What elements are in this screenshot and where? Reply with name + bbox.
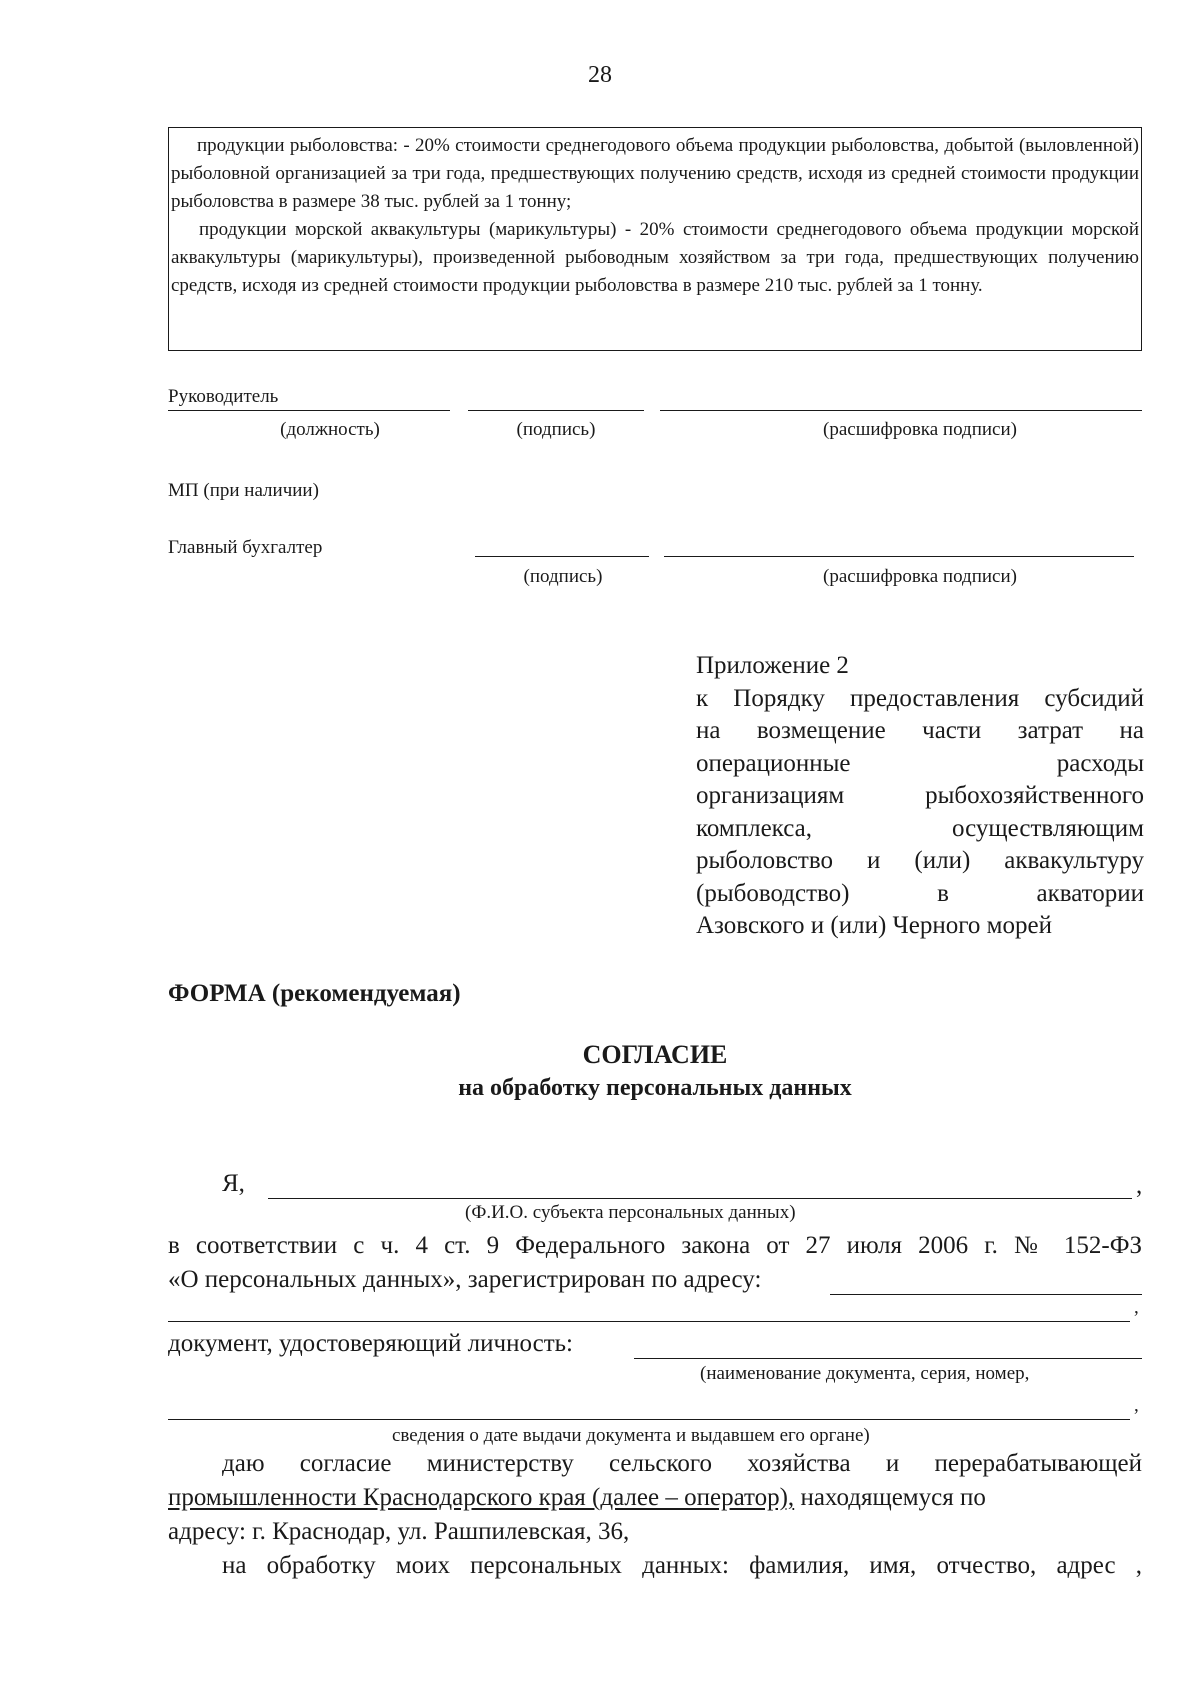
boxed-text-block <box>168 127 1142 351</box>
consent-line-2 <box>168 1484 1142 1512</box>
accountant-decoding-line[interactable] <box>664 556 1134 557</box>
position-line[interactable] <box>168 410 450 411</box>
document-line: документ, удостоверяющий личность: <box>168 1330 573 1357</box>
accountant-signature-line[interactable] <box>475 556 649 557</box>
boxed-paragraph-aquaculture: продукции морской аквакультуры (марикультуры) - 20% стоимости среднегодового объема продукции морской аквакультуры (марикультуры), произведенной рыбоводным хозяйством за три года, предшествующих получению средств, исходя из средней стоимости продукции рыболовства в размере 210 тыс. рублей за 1 тонну. <box>171 219 1139 296</box>
annex-line-last: Азовского и (или) Черного морей <box>696 912 1052 939</box>
issue-caption: сведения о дате выдачи документа и выдавшем его органе) <box>392 1425 870 1446</box>
annex-line: к Порядку предоставления субсидий <box>696 684 1144 712</box>
fio-caption: (Ф.И.О. субъекта персональных данных) <box>465 1202 796 1223</box>
law-line: в соответствии с ч. 4 ст. 9 Федерального закона от 27 июля 2006 г. № 152-ФЗ <box>168 1232 1142 1259</box>
head-signature-line[interactable] <box>468 410 644 411</box>
boxed-paragraph-fishing: продукции рыболовства: - 20% стоимости среднегодового объема продукции рыболовства, добытой (выловленной) рыболовной организацией за три года, предшествующих получению средств, исходя из средней стоимости продукции рыболовства в размере 38 тыс. рублей за 1 тонну; <box>171 135 1139 212</box>
position-caption: (должность) <box>280 419 380 440</box>
accountant-label: Главный бухгалтер <box>168 537 323 558</box>
annex-line: рыболовство и (или) аквакультуру <box>696 847 1144 874</box>
annex-line: комплекса, осуществляющим <box>696 814 1144 842</box>
head-label: Руководитель <box>168 386 279 407</box>
consent-line-2-tail: находящемуся по <box>794 1484 986 1511</box>
annex-line: операционные расходы <box>696 749 1144 777</box>
annex-line: (рыбоводство) в акватории <box>696 879 1144 907</box>
operator-name: промышленности Краснодарского края (далее – оператор), <box>168 1484 795 1511</box>
annex-line: организациям рыбохозяйственного <box>696 782 1144 809</box>
form-label: ФОРМА (рекомендуемая) <box>168 980 461 1007</box>
page-number: 28 <box>588 62 612 88</box>
document-caption: (наименование документа, серия, номер, <box>700 1363 1030 1384</box>
document-comma: , <box>1134 1395 1139 1416</box>
stamp-label: МП (при наличии) <box>168 480 319 501</box>
address-line-2[interactable] <box>168 1321 1130 1322</box>
annex-title: Приложение 2 <box>696 652 849 679</box>
address-comma: , <box>1134 1297 1139 1318</box>
head-decoding-line[interactable] <box>660 410 1142 411</box>
consent-line-1-text: даю согласие министерству сельского хозяйства и перерабатывающей <box>222 1450 1142 1477</box>
document-field-line[interactable] <box>634 1358 1142 1359</box>
decoding-caption: (расшифровка подписи) <box>823 419 1017 440</box>
accountant-decoding-caption: (расшифровка подписи) <box>823 566 1017 587</box>
fio-comma: , <box>1136 1172 1143 1199</box>
signature-caption: (подпись) <box>516 419 596 440</box>
document-issue-line[interactable] <box>168 1419 1130 1420</box>
address-text: адресу: г. Краснодар, ул. Рашпилевская, 36, <box>168 1518 630 1545</box>
consent-subtitle: на обработку персональных данных <box>458 1075 852 1101</box>
annex-heading <box>696 650 1144 943</box>
registered-line: «О персональных данных», зарегистрирован по адресу: <box>168 1266 762 1293</box>
consent-title: СОГЛАСИЕ <box>582 1040 728 1069</box>
consent-line-1 <box>222 1450 1142 1478</box>
fio-line[interactable] <box>268 1198 1132 1199</box>
address-line-1[interactable] <box>830 1294 1142 1295</box>
accountant-signature-caption: (подпись) <box>523 566 603 587</box>
ya-label: Я, <box>222 1170 245 1197</box>
processing-line: на обработку моих персональных данных: фамилия, имя, отчество, адрес , <box>222 1552 1142 1579</box>
annex-line: на возмещение части затрат на <box>696 717 1144 744</box>
